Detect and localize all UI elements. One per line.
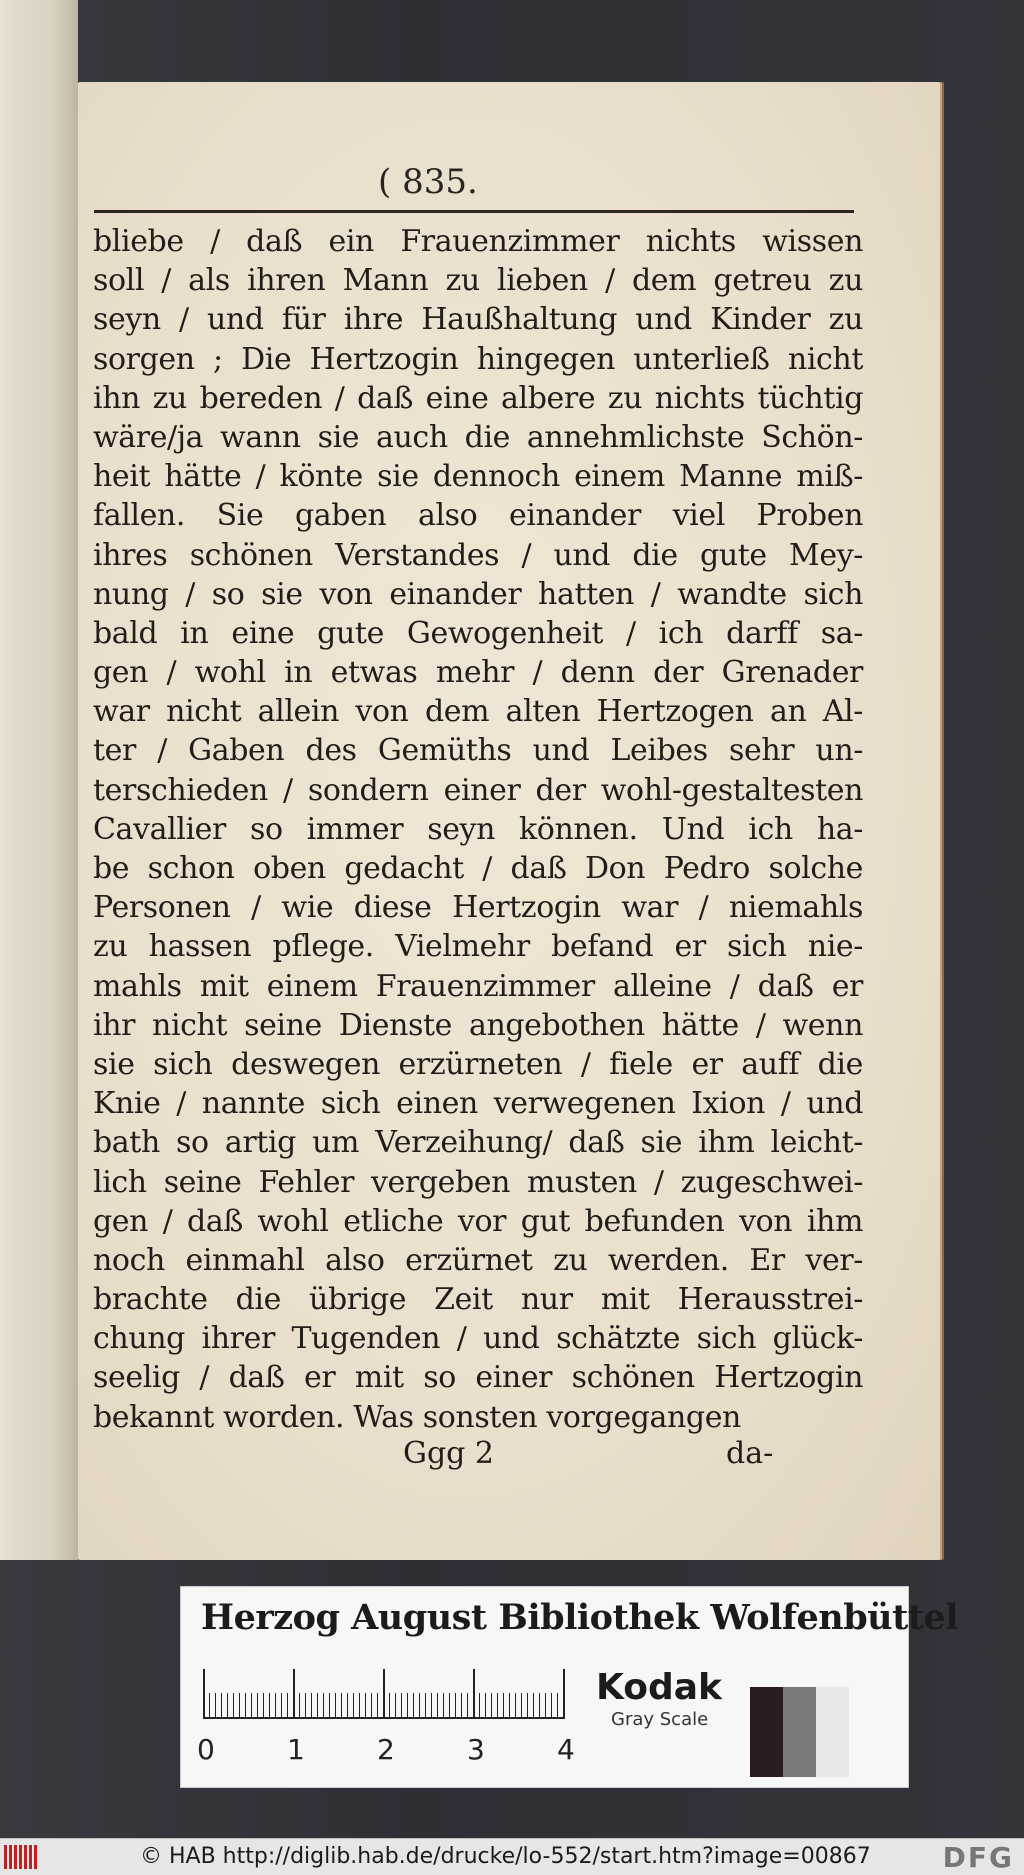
ruler-minor-tick	[359, 1693, 360, 1719]
text-line: zu hassen pflege. Vielmehr befand er sich nie-	[93, 929, 863, 965]
text-line: bath so artig um Verzeihung/ daß sie ihm leicht-	[93, 1125, 863, 1161]
ruler-minor-tick	[539, 1693, 540, 1719]
ruler-minor-tick	[269, 1693, 270, 1719]
ruler-minor-tick	[425, 1693, 426, 1719]
ruler-minor-tick	[371, 1693, 372, 1719]
dfg-logo: DFG	[942, 1841, 1014, 1874]
ruler-minor-tick	[413, 1693, 414, 1719]
ruler-minor-tick	[257, 1693, 258, 1719]
ruler-minor-tick	[347, 1693, 348, 1719]
ruler-minor-tick	[449, 1693, 450, 1719]
gray-scale-label: Gray Scale	[611, 1709, 709, 1730]
text-line: terschieden / sondern einer der wohl-gestaltesten	[93, 772, 863, 808]
text-line: wäre/ja wann sie auch die annehmlichste Schön-	[93, 419, 863, 455]
footer-bar	[0, 1838, 1024, 1875]
text-line: war nicht allein von dem alten Hertzogen an Al-	[93, 694, 863, 730]
ruler-minor-tick	[533, 1693, 534, 1719]
ruler-minor-tick	[221, 1693, 222, 1719]
ruler-minor-tick	[503, 1693, 504, 1719]
ruler-minor-tick	[209, 1693, 210, 1719]
ruler	[203, 1661, 563, 1719]
ruler-minor-tick	[551, 1693, 552, 1719]
ruler-minor-tick	[329, 1693, 330, 1719]
kodak-logo: Kodak	[596, 1667, 722, 1708]
text-line: Cavallier so immer seyn können. Und ich ha-	[93, 811, 863, 847]
text-line: Personen / wie diese Hertzogin war / niemahls	[93, 890, 863, 926]
ruler-minor-tick	[263, 1693, 264, 1719]
ruler-minor-tick	[389, 1693, 390, 1719]
ruler-minor-tick	[365, 1693, 366, 1719]
header-rule	[94, 210, 854, 213]
ruler-label: 4	[557, 1733, 575, 1766]
ruler-minor-tick	[455, 1693, 456, 1719]
ruler-major-tick	[473, 1669, 475, 1719]
ruler-minor-tick	[341, 1693, 342, 1719]
ruler-minor-tick	[377, 1693, 378, 1719]
ruler-minor-tick	[467, 1693, 468, 1719]
ruler-minor-tick	[509, 1693, 510, 1719]
ruler-minor-tick	[275, 1693, 276, 1719]
ruler-minor-tick	[515, 1693, 516, 1719]
ruler-minor-tick	[521, 1693, 522, 1719]
text-line: ihn zu bereden / daß eine albere zu nichts tüchtig	[93, 380, 863, 416]
ruler-minor-tick	[299, 1693, 300, 1719]
ruler-major-tick	[563, 1669, 565, 1719]
previous-page-edge	[0, 0, 78, 1560]
ruler-label: 0	[197, 1733, 215, 1766]
page-number: ( 835.	[378, 162, 478, 202]
text-line: soll / als ihren Mann zu lieben / dem getreu zu	[93, 263, 863, 299]
copyright-link[interactable]: © HAB http://diglib.hab.de/drucke/lo-552/start.htm?image=00867	[140, 1844, 871, 1869]
gray-swatch	[750, 1687, 783, 1777]
ruler-minor-tick	[353, 1693, 354, 1719]
barcode-icon	[4, 1845, 46, 1869]
ruler-minor-tick	[287, 1693, 288, 1719]
color-scale-card	[180, 1586, 959, 1788]
ruler-major-tick	[203, 1669, 205, 1719]
ruler-minor-tick	[491, 1693, 492, 1719]
text-line: mahls mit einem Frauenzimmer alleine / daß er	[93, 968, 863, 1004]
text-line: brachte die übrige Zeit nur mit Herausstrei-	[93, 1282, 863, 1318]
ruler-minor-tick	[407, 1693, 408, 1719]
ruler-minor-tick	[431, 1693, 432, 1719]
text-line: Knie / nannte sich einen verwegenen Ixion / und	[93, 1086, 863, 1122]
book-page	[78, 82, 940, 1560]
ruler-minor-tick	[557, 1693, 558, 1719]
text-line: gen / wohl in etwas mehr / denn der Grenader	[93, 655, 863, 691]
ruler-minor-tick	[437, 1693, 438, 1719]
text-line: noch einmahl also erzürnet zu werden. Er ver-	[93, 1242, 863, 1278]
text-line: sie sich deswegen erzürneten / fiele er auff die	[93, 1046, 863, 1082]
text-line: chung ihrer Tugenden / und schätzte sich glück-	[93, 1321, 863, 1357]
text-line: seelig / daß er mit so einer schönen Hertzogin	[93, 1360, 863, 1396]
text-line: be schon oben gedacht / daß Don Pedro solche	[93, 851, 863, 886]
ruler-minor-tick	[395, 1693, 396, 1719]
ruler-minor-tick	[545, 1693, 546, 1719]
text-line: seyn / und für ihre Haußhaltung und Kinder zu	[93, 302, 863, 338]
text-line: ihres schönen Verstandes / und die gute Mey-	[93, 537, 863, 573]
ruler-minor-tick	[485, 1693, 486, 1719]
ruler-minor-tick	[227, 1693, 228, 1719]
ruler-label: 2	[377, 1733, 395, 1766]
ruler-minor-tick	[323, 1693, 324, 1719]
institution-name: Herzog August Bibliothek Wolfenbüttel	[201, 1597, 959, 1638]
text-line: lich seine Fehler vergeben musten / zugeschwei-	[93, 1164, 863, 1200]
text-line: sorgen ; Die Hertzogin hingegen unterließ nicht	[93, 341, 863, 377]
ruler-minor-tick	[461, 1693, 462, 1719]
ruler-minor-tick	[305, 1693, 306, 1719]
gray-swatch	[783, 1687, 816, 1777]
ruler-minor-tick	[317, 1693, 318, 1719]
text-line: ter / Gaben des Gemüths und Leibes sehr un-	[93, 733, 863, 769]
page-text	[93, 222, 863, 1437]
text-line: bliebe / daß ein Frauenzimmer nichts wissen	[93, 224, 863, 259]
text-line: nung / so sie von einander hatten / wandte sich	[93, 576, 863, 612]
ruler-minor-tick	[251, 1693, 252, 1719]
ruler-major-tick	[293, 1669, 295, 1719]
ruler-minor-tick	[527, 1693, 528, 1719]
text-line: bekannt worden. Was sonsten vorgegangen	[93, 1399, 741, 1435]
ruler-minor-tick	[497, 1693, 498, 1719]
ruler-minor-tick	[311, 1693, 312, 1719]
ruler-minor-tick	[281, 1693, 282, 1719]
ruler-minor-tick	[233, 1693, 234, 1719]
gray-swatches	[750, 1687, 849, 1777]
ruler-major-tick	[383, 1669, 385, 1719]
ruler-minor-tick	[443, 1693, 444, 1719]
ruler-minor-tick	[335, 1693, 336, 1719]
ruler-minor-tick	[419, 1693, 420, 1719]
text-line: ihr nicht seine Dienste angebothen hätte / wenn	[93, 1007, 863, 1043]
ruler-label: 1	[287, 1733, 305, 1766]
catchword: da-	[726, 1436, 774, 1471]
gray-swatch	[816, 1687, 849, 1777]
text-line: gen / daß wohl etliche vor gut befunden von ihm	[93, 1203, 863, 1239]
signature-mark: Ggg 2	[403, 1436, 494, 1471]
ruler-minor-tick	[215, 1693, 216, 1719]
ruler-minor-tick	[245, 1693, 246, 1719]
ruler-minor-tick	[401, 1693, 402, 1719]
ruler-minor-tick	[479, 1693, 480, 1719]
ruler-minor-tick	[239, 1693, 240, 1719]
text-line: bald in eine gute Gewogenheit / ich darff sa-	[93, 615, 863, 651]
text-line: fallen. Sie gaben also einander viel Proben	[93, 498, 863, 534]
text-line: heit hätte / könte sie dennoch einem Manne miß-	[93, 459, 863, 495]
ruler-label: 3	[467, 1733, 485, 1766]
